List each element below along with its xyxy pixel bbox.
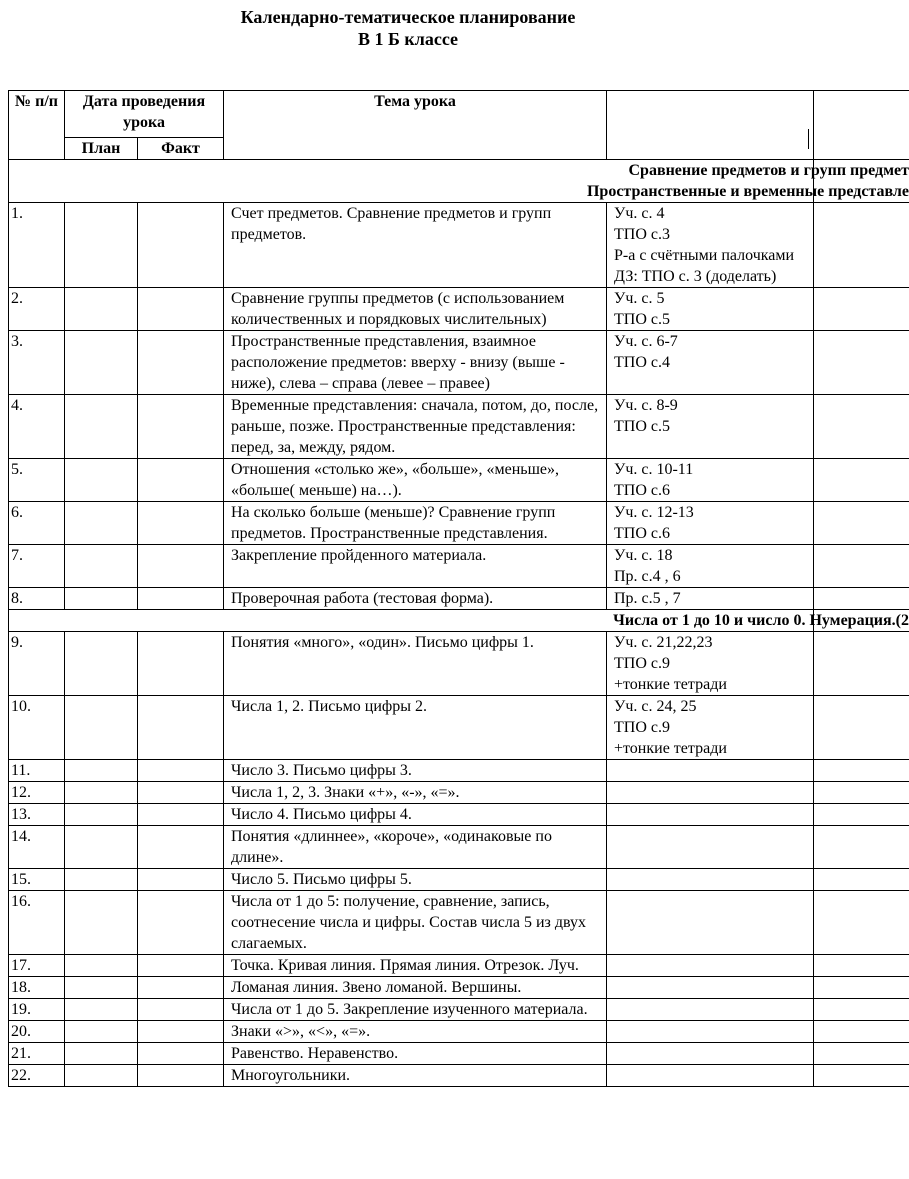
fact-date-cell <box>138 955 224 977</box>
title-line-2: В 1 Б классе <box>357 29 459 49</box>
extra-cell <box>814 782 909 804</box>
lesson-topic: Число 4. Письмо цифры 4. <box>224 804 607 826</box>
lesson-number: 3. <box>9 331 65 395</box>
extra-cell <box>814 1043 909 1065</box>
plan-date-cell <box>65 804 138 826</box>
lesson-number: 4. <box>9 395 65 459</box>
plan-date-cell <box>65 632 138 696</box>
lesson-number: 16. <box>9 891 65 955</box>
lesson-topic: Число 3. Письмо цифры 3. <box>224 760 607 782</box>
table-row <box>9 955 909 977</box>
lesson-resources: Уч. с. 18 Пр. с.4 , 6 <box>607 545 814 588</box>
section-row <box>9 160 909 203</box>
plan-date-cell <box>65 1021 138 1043</box>
lesson-topic: Равенство. Неравенство. <box>224 1043 607 1065</box>
fact-date-cell <box>138 203 224 288</box>
lesson-number: 2. <box>9 288 65 331</box>
lesson-resources: Уч. с. 6-7 ТПО с.4 <box>607 331 814 395</box>
table-row <box>9 331 909 395</box>
table-row <box>9 459 909 502</box>
lesson-resources <box>607 1043 814 1065</box>
lesson-resources: Уч. с. 5 ТПО с.5 <box>607 288 814 331</box>
lesson-topic: Понятия «много», «один». Письмо цифры 1. <box>224 632 607 696</box>
table-row <box>9 760 909 782</box>
plan-date-cell <box>65 999 138 1021</box>
header-plan: План <box>65 138 138 160</box>
plan-date-cell <box>65 288 138 331</box>
lesson-resources: Пр. с.5 , 7 <box>607 588 814 610</box>
lesson-resources: Уч. с. 4 ТПО с.3 Р-а с счётными палочками ДЗ: ТПО с. 3 (доделать) <box>607 203 814 288</box>
fact-date-cell <box>138 999 224 1021</box>
header-date: Дата проведения урока <box>65 91 224 138</box>
table-row <box>9 288 909 331</box>
section-title-line: Числа от 1 до 10 и число 0. Нумерация.(2 <box>613 612 909 629</box>
table-row <box>9 632 909 696</box>
extra-cell <box>814 588 909 610</box>
planning-table <box>8 90 909 1087</box>
table-row <box>9 588 909 610</box>
extra-cell <box>814 826 909 869</box>
lesson-resources <box>607 869 814 891</box>
fact-date-cell <box>138 696 224 760</box>
plan-date-cell <box>65 1043 138 1065</box>
table-row <box>9 782 909 804</box>
header-topic: Тема урока <box>224 91 607 160</box>
lesson-number: 5. <box>9 459 65 502</box>
section-title-text <box>12 160 909 202</box>
lesson-topic: Многоугольники. <box>224 1065 607 1087</box>
lesson-resources: Уч. с. 12-13 ТПО с.6 <box>607 502 814 545</box>
lesson-topic: Проверочная работа (тестовая форма). <box>224 588 607 610</box>
fact-date-cell <box>138 395 224 459</box>
plan-date-cell <box>65 588 138 610</box>
table-row <box>9 891 909 955</box>
table-row <box>9 203 909 288</box>
fact-date-cell <box>138 891 224 955</box>
fact-date-cell <box>138 459 224 502</box>
lesson-topic: Счет предметов. Сравнение предметов и групп предметов. <box>224 203 607 288</box>
plan-date-cell <box>65 1065 138 1087</box>
lesson-resources <box>607 826 814 869</box>
section-row <box>9 610 909 632</box>
lesson-topic: Числа от 1 до 5: получение, сравнение, запись, соотнесение числа и цифры. Состав числа 5 из двух слагаемых. <box>224 891 607 955</box>
table-body <box>9 160 909 1087</box>
lesson-topic: Отношения «столько же», «больше», «меньше», «больше( меньше) на…). <box>224 459 607 502</box>
extra-cell <box>814 804 909 826</box>
plan-date-cell <box>65 782 138 804</box>
extra-cell <box>814 891 909 955</box>
lesson-number: 22. <box>9 1065 65 1087</box>
header-resources <box>607 91 814 160</box>
extra-cell <box>814 331 909 395</box>
fact-date-cell <box>138 632 224 696</box>
lesson-topic: Временные представления: сначала, потом, до, после, раньше, позже. Пространственные представления: перед, за, между, рядом. <box>224 395 607 459</box>
lesson-number: 11. <box>9 760 65 782</box>
extra-cell <box>814 760 909 782</box>
table-row <box>9 545 909 588</box>
extra-cell <box>814 977 909 999</box>
lesson-topic: Числа 1, 2. Письмо цифры 2. <box>224 696 607 760</box>
fact-date-cell <box>138 288 224 331</box>
table-row <box>9 1043 909 1065</box>
extra-cell <box>814 955 909 977</box>
table-row <box>9 502 909 545</box>
plan-date-cell <box>65 891 138 955</box>
extra-cell <box>814 203 909 288</box>
plan-date-cell <box>65 395 138 459</box>
plan-date-cell <box>65 203 138 288</box>
title-line-1: Календарно-тематическое планирование <box>240 7 576 27</box>
lesson-number: 10. <box>9 696 65 760</box>
lesson-resources <box>607 955 814 977</box>
fact-date-cell <box>138 545 224 588</box>
lesson-topic: Пространственные представления, взаимное расположение предметов: вверху - внизу (выше - ниже), слева – справа (левее – правее) <box>224 331 607 395</box>
fact-date-cell <box>138 760 224 782</box>
table-row <box>9 826 909 869</box>
fact-date-cell <box>138 502 224 545</box>
lesson-number: 19. <box>9 999 65 1021</box>
plan-date-cell <box>65 545 138 588</box>
lesson-number: 12. <box>9 782 65 804</box>
fact-date-cell <box>138 1021 224 1043</box>
fact-date-cell <box>138 782 224 804</box>
lesson-topic: Ломаная линия. Звено ломаной. Вершины. <box>224 977 607 999</box>
lesson-number: 18. <box>9 977 65 999</box>
lesson-number: 20. <box>9 1021 65 1043</box>
fact-date-cell <box>138 588 224 610</box>
lesson-topic: Понятия «длиннее», «короче», «одинаковые по длине». <box>224 826 607 869</box>
lesson-number: 8. <box>9 588 65 610</box>
plan-date-cell <box>65 869 138 891</box>
lesson-topic: Числа 1, 2, 3. Знаки «+», «-», «=». <box>224 782 607 804</box>
header-row-1 <box>9 91 909 138</box>
section-title <box>9 610 909 632</box>
fact-date-cell <box>138 869 224 891</box>
lesson-resources: Уч. с. 24, 25 ТПО с.9 +тонкие тетради <box>607 696 814 760</box>
plan-date-cell <box>65 826 138 869</box>
table-row <box>9 395 909 459</box>
table-row <box>9 977 909 999</box>
lesson-number: 21. <box>9 1043 65 1065</box>
plan-date-cell <box>65 977 138 999</box>
lesson-topic: Числа от 1 до 5. Закрепление изученного материала. <box>224 999 607 1021</box>
header-fact: Факт <box>138 138 224 160</box>
lesson-number: 14. <box>9 826 65 869</box>
plan-date-cell <box>65 502 138 545</box>
extra-cell <box>814 632 909 696</box>
fact-date-cell <box>138 804 224 826</box>
table-row <box>9 999 909 1021</box>
lesson-number: 6. <box>9 502 65 545</box>
extra-cell <box>814 459 909 502</box>
plan-date-cell <box>65 459 138 502</box>
lesson-number: 17. <box>9 955 65 977</box>
lesson-number: 9. <box>9 632 65 696</box>
section-title-text <box>12 610 909 631</box>
extra-cell <box>814 696 909 760</box>
lesson-topic: Точка. Кривая линия. Прямая линия. Отрезок. Луч. <box>224 955 607 977</box>
fact-date-cell <box>138 826 224 869</box>
table-row <box>9 696 909 760</box>
table-row <box>9 1065 909 1087</box>
lesson-resources <box>607 977 814 999</box>
lesson-topic: Знаки «>», «<», «=». <box>224 1021 607 1043</box>
fact-date-cell <box>138 1043 224 1065</box>
fact-date-cell <box>138 331 224 395</box>
table-row <box>9 869 909 891</box>
extra-cell <box>814 869 909 891</box>
plan-date-cell <box>65 696 138 760</box>
section-title-line: Пространственные и временные представле <box>586 183 909 200</box>
table-row <box>9 804 909 826</box>
lesson-number: 15. <box>9 869 65 891</box>
lesson-topic: Число 5. Письмо цифры 5. <box>224 869 607 891</box>
extra-cell <box>814 1065 909 1087</box>
fact-date-cell <box>138 1065 224 1087</box>
section-title-line: Сравнение предметов и групп предмет <box>628 162 909 179</box>
table-row <box>9 1021 909 1043</box>
lesson-resources <box>607 782 814 804</box>
lesson-number: 1. <box>9 203 65 288</box>
lesson-topic: На сколько больше (меньше)? Сравнение групп предметов. Пространственные представления. <box>224 502 607 545</box>
plan-date-cell <box>65 331 138 395</box>
extra-cell <box>814 288 909 331</box>
lesson-resources: Уч. с. 10-11 ТПО с.6 <box>607 459 814 502</box>
plan-date-cell <box>65 760 138 782</box>
section-title <box>9 160 909 203</box>
lesson-resources: Уч. с. 8-9 ТПО с.5 <box>607 395 814 459</box>
header-num: № п/п <box>9 91 65 160</box>
lesson-resources <box>607 999 814 1021</box>
planning-table-wrapper <box>0 90 909 1179</box>
extra-cell <box>814 999 909 1021</box>
extra-cell <box>814 1021 909 1043</box>
lesson-resources <box>607 760 814 782</box>
extra-cell <box>814 545 909 588</box>
lesson-topic: Закрепление пройденного материала. <box>224 545 607 588</box>
lesson-resources <box>607 891 814 955</box>
lesson-resources <box>607 1065 814 1087</box>
fact-date-cell <box>138 977 224 999</box>
lesson-resources: Уч. с. 21,22,23 ТПО с.9 +тонкие тетради <box>607 632 814 696</box>
plan-date-cell <box>65 955 138 977</box>
lesson-topic: Сравнение группы предметов (с использованием количественных и порядковых числительных) <box>224 288 607 331</box>
lesson-resources <box>607 1021 814 1043</box>
page-title <box>0 6 816 50</box>
header-extra <box>814 91 909 160</box>
lesson-number: 7. <box>9 545 65 588</box>
extra-cell <box>814 502 909 545</box>
lesson-resources <box>607 804 814 826</box>
extra-cell <box>814 395 909 459</box>
lesson-number: 13. <box>9 804 65 826</box>
